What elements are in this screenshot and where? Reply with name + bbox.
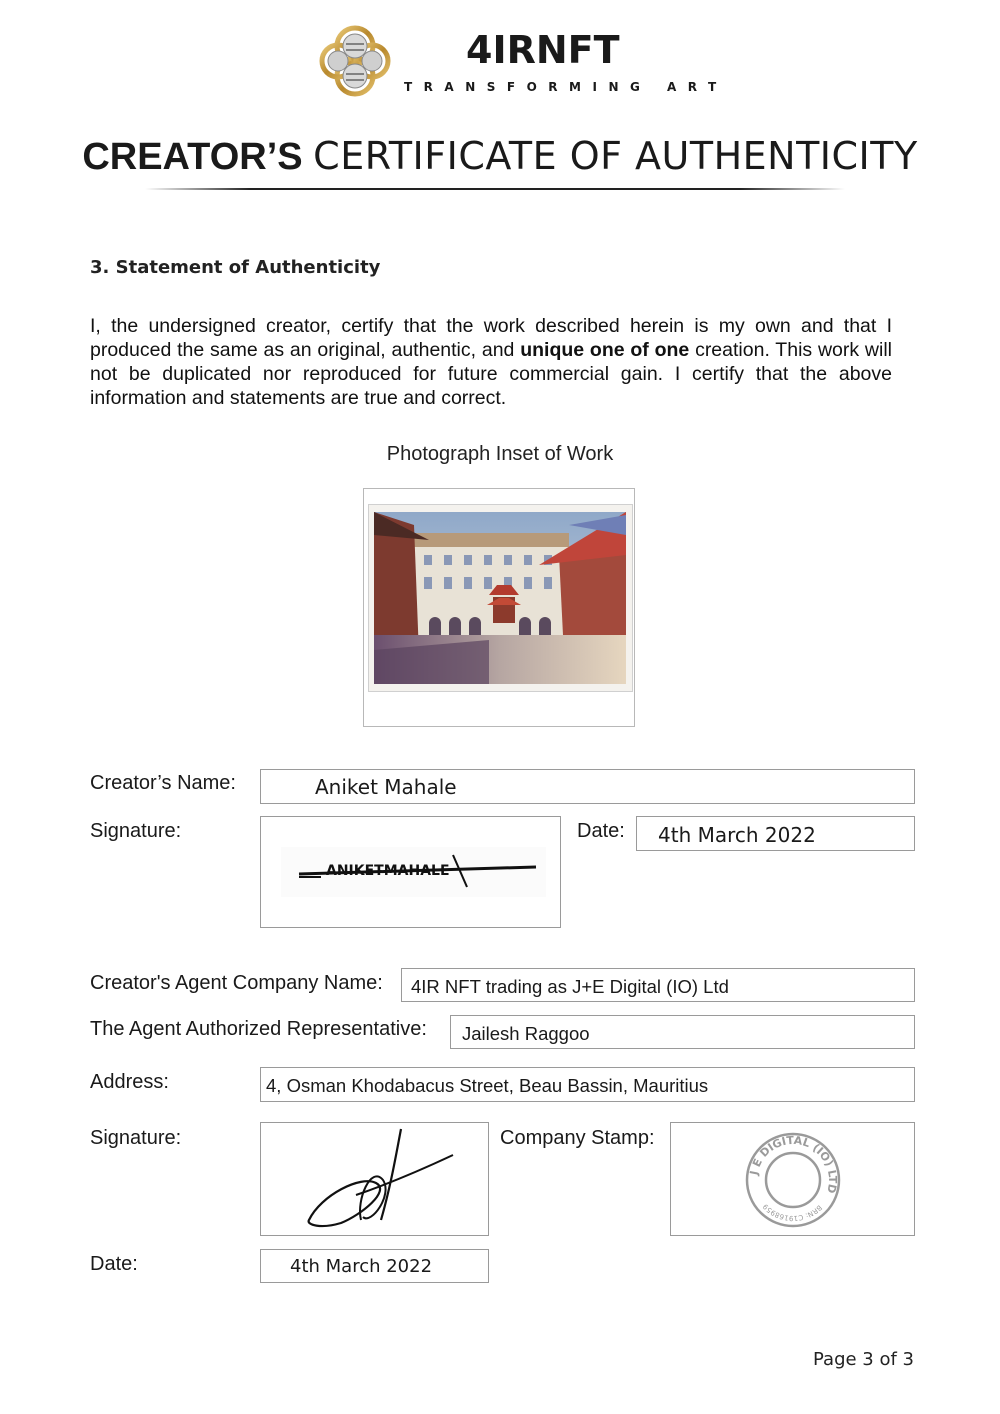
page-number: Page 3 of 3 xyxy=(813,1349,914,1370)
creator-name-field xyxy=(260,769,915,804)
creator-signature-text: ANIKETMAHALE xyxy=(326,863,450,879)
agent-rep-value: Jailesh Raggoo xyxy=(462,1023,590,1044)
creator-name-label: Creator’s Name: xyxy=(90,772,236,794)
company-stamp-box xyxy=(670,1122,915,1236)
stamp-company-text: J E DIGITAL (IO) LTD xyxy=(747,1133,840,1195)
company-stamp-seal-icon xyxy=(743,1131,843,1229)
agent-date-value: 4th March 2022 xyxy=(290,1256,433,1277)
creator-date-field xyxy=(636,816,915,851)
agent-company-field xyxy=(401,968,915,1002)
creator-date-label: Date: xyxy=(577,820,625,842)
statement-bold: unique one of one xyxy=(520,339,690,361)
creator-signature-image xyxy=(281,847,546,897)
company-stamp-label: Company Stamp: xyxy=(500,1127,655,1149)
agent-signature-label: Signature: xyxy=(90,1127,182,1149)
creator-name-value: Aniket Mahale xyxy=(315,775,457,799)
photo-caption: Photograph Inset of Work xyxy=(386,443,614,465)
agent-signature-box xyxy=(260,1122,489,1236)
creator-date-value: 4th March 2022 xyxy=(658,823,816,847)
statement-after: creation. This work will not be duplicated nor reproduced for future commercial gain. I certify that the above information and statements are true and correct. xyxy=(90,339,893,409)
agent-address-value: 4, Osman Khodabacus Street, Beau Bassin, Mauritius xyxy=(266,1075,709,1096)
agent-address-field xyxy=(260,1067,915,1102)
svg-text:J E DIGITAL (IO) LTD xyxy=(747,1134,839,1195)
creator-signature-box xyxy=(260,816,561,928)
title-rest: CERTIFICATE OF AUTHENTICITY xyxy=(313,134,918,178)
agent-rep-label: The Agent Authorized Representative: xyxy=(90,1018,427,1040)
statement-paragraph xyxy=(90,314,892,410)
title-divider xyxy=(145,188,845,190)
agent-company-label: Creator's Agent Company Name: xyxy=(90,972,383,994)
agent-signature-image xyxy=(301,1125,461,1233)
agent-rep-field xyxy=(450,1015,915,1049)
agent-company-value: 4IR NFT trading as J+E Digital (IO) Ltd xyxy=(411,976,729,997)
creator-signature-label: Signature: xyxy=(90,820,182,842)
statement-before: I, the undersigned creator, certify that the work described herein is my own and that I produced the same as an original, authentic, and xyxy=(90,315,892,361)
artwork-image xyxy=(368,504,633,692)
brand-tagline: TRANSFORMING ART xyxy=(404,80,728,94)
section-heading: 3. Statement of Authenticity xyxy=(90,257,381,278)
brand-logo-icon xyxy=(316,22,394,100)
title-bold: CREATOR’S xyxy=(82,136,303,178)
stamp-brn-text: BRN: C19168959 xyxy=(761,1202,824,1223)
brand-name: 4IRNFT xyxy=(466,28,620,72)
agent-address-label: Address: xyxy=(90,1071,169,1093)
agent-date-label: Date: xyxy=(90,1253,138,1275)
agent-date-field xyxy=(260,1249,489,1283)
page-title xyxy=(0,134,1000,179)
